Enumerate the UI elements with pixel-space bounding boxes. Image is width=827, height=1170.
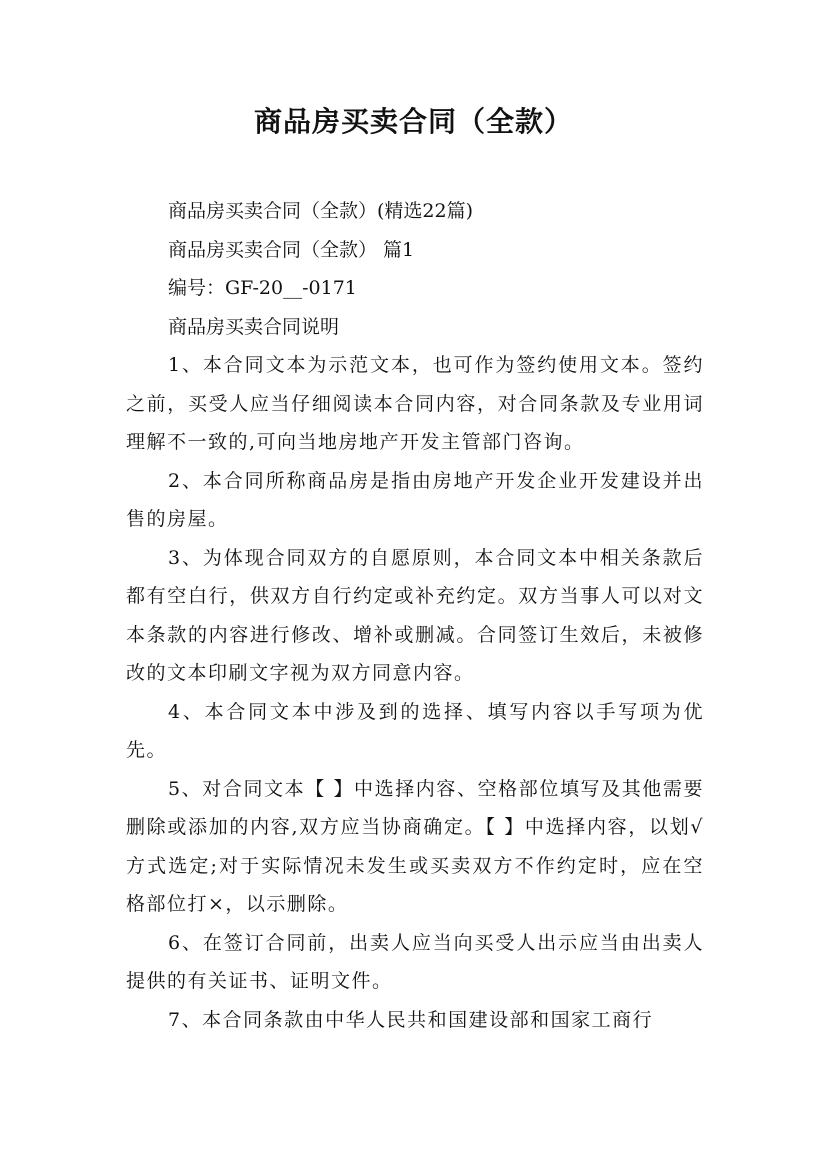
- paragraph-4: 4、本合同文本中涉及到的选择、填写内容以手写项为优先。: [126, 700, 704, 761]
- paragraph-1: 1、本合同文本为示范文本，也可作为签约使用文本。签约之前，买受人应当仔细阅读本合同内容，对合同条款及专业用词理解不一致的,可向当地房地产开发主管部门咨询。: [126, 354, 704, 453]
- section-heading: 商品房买卖合同（全款） 篇1: [168, 238, 415, 261]
- paragraph-3: 3、为体现合同双方的自愿原则，本合同文本中相关条款后都有空白行，供双方自行约定或补充约定。双方当事人可以对文本条款的内容进行修改、增补或删减。合同签订生效后，未被修改的文本印刷文字视为双方同意内容。: [126, 546, 704, 684]
- paragraph-2: 2、本合同所称商品房是指由房地产开发企业开发建设并出售的房屋。: [126, 469, 704, 530]
- explanation-heading: 商品房买卖合同说明: [168, 315, 340, 338]
- document-title: 商品房买卖合同（全款）: [253, 105, 573, 138]
- document-body: [126, 192, 704, 1039]
- paragraph-7: 7、本合同条款由中华人民共和国建设部和国家工商行: [168, 1008, 654, 1031]
- paragraph-5: 5、对合同文本【 】中选择内容、空格部位填写及其他需要删除或添加的内容,双方应当协商确定。【 】中选择内容，以划√方式选定;对于实际情况未发生或买卖双方不作约定时，应在空格部位打×，以示删除。: [126, 777, 704, 915]
- paragraph-6: 6、在签订合同前，出卖人应当向买受人出示应当由出卖人提供的有关证书、证明文件。: [126, 931, 704, 992]
- document-subtitle: 商品房买卖合同（全款）(精选22篇): [168, 200, 474, 222]
- contract-number: 编号：GF-20__-0171: [168, 277, 357, 299]
